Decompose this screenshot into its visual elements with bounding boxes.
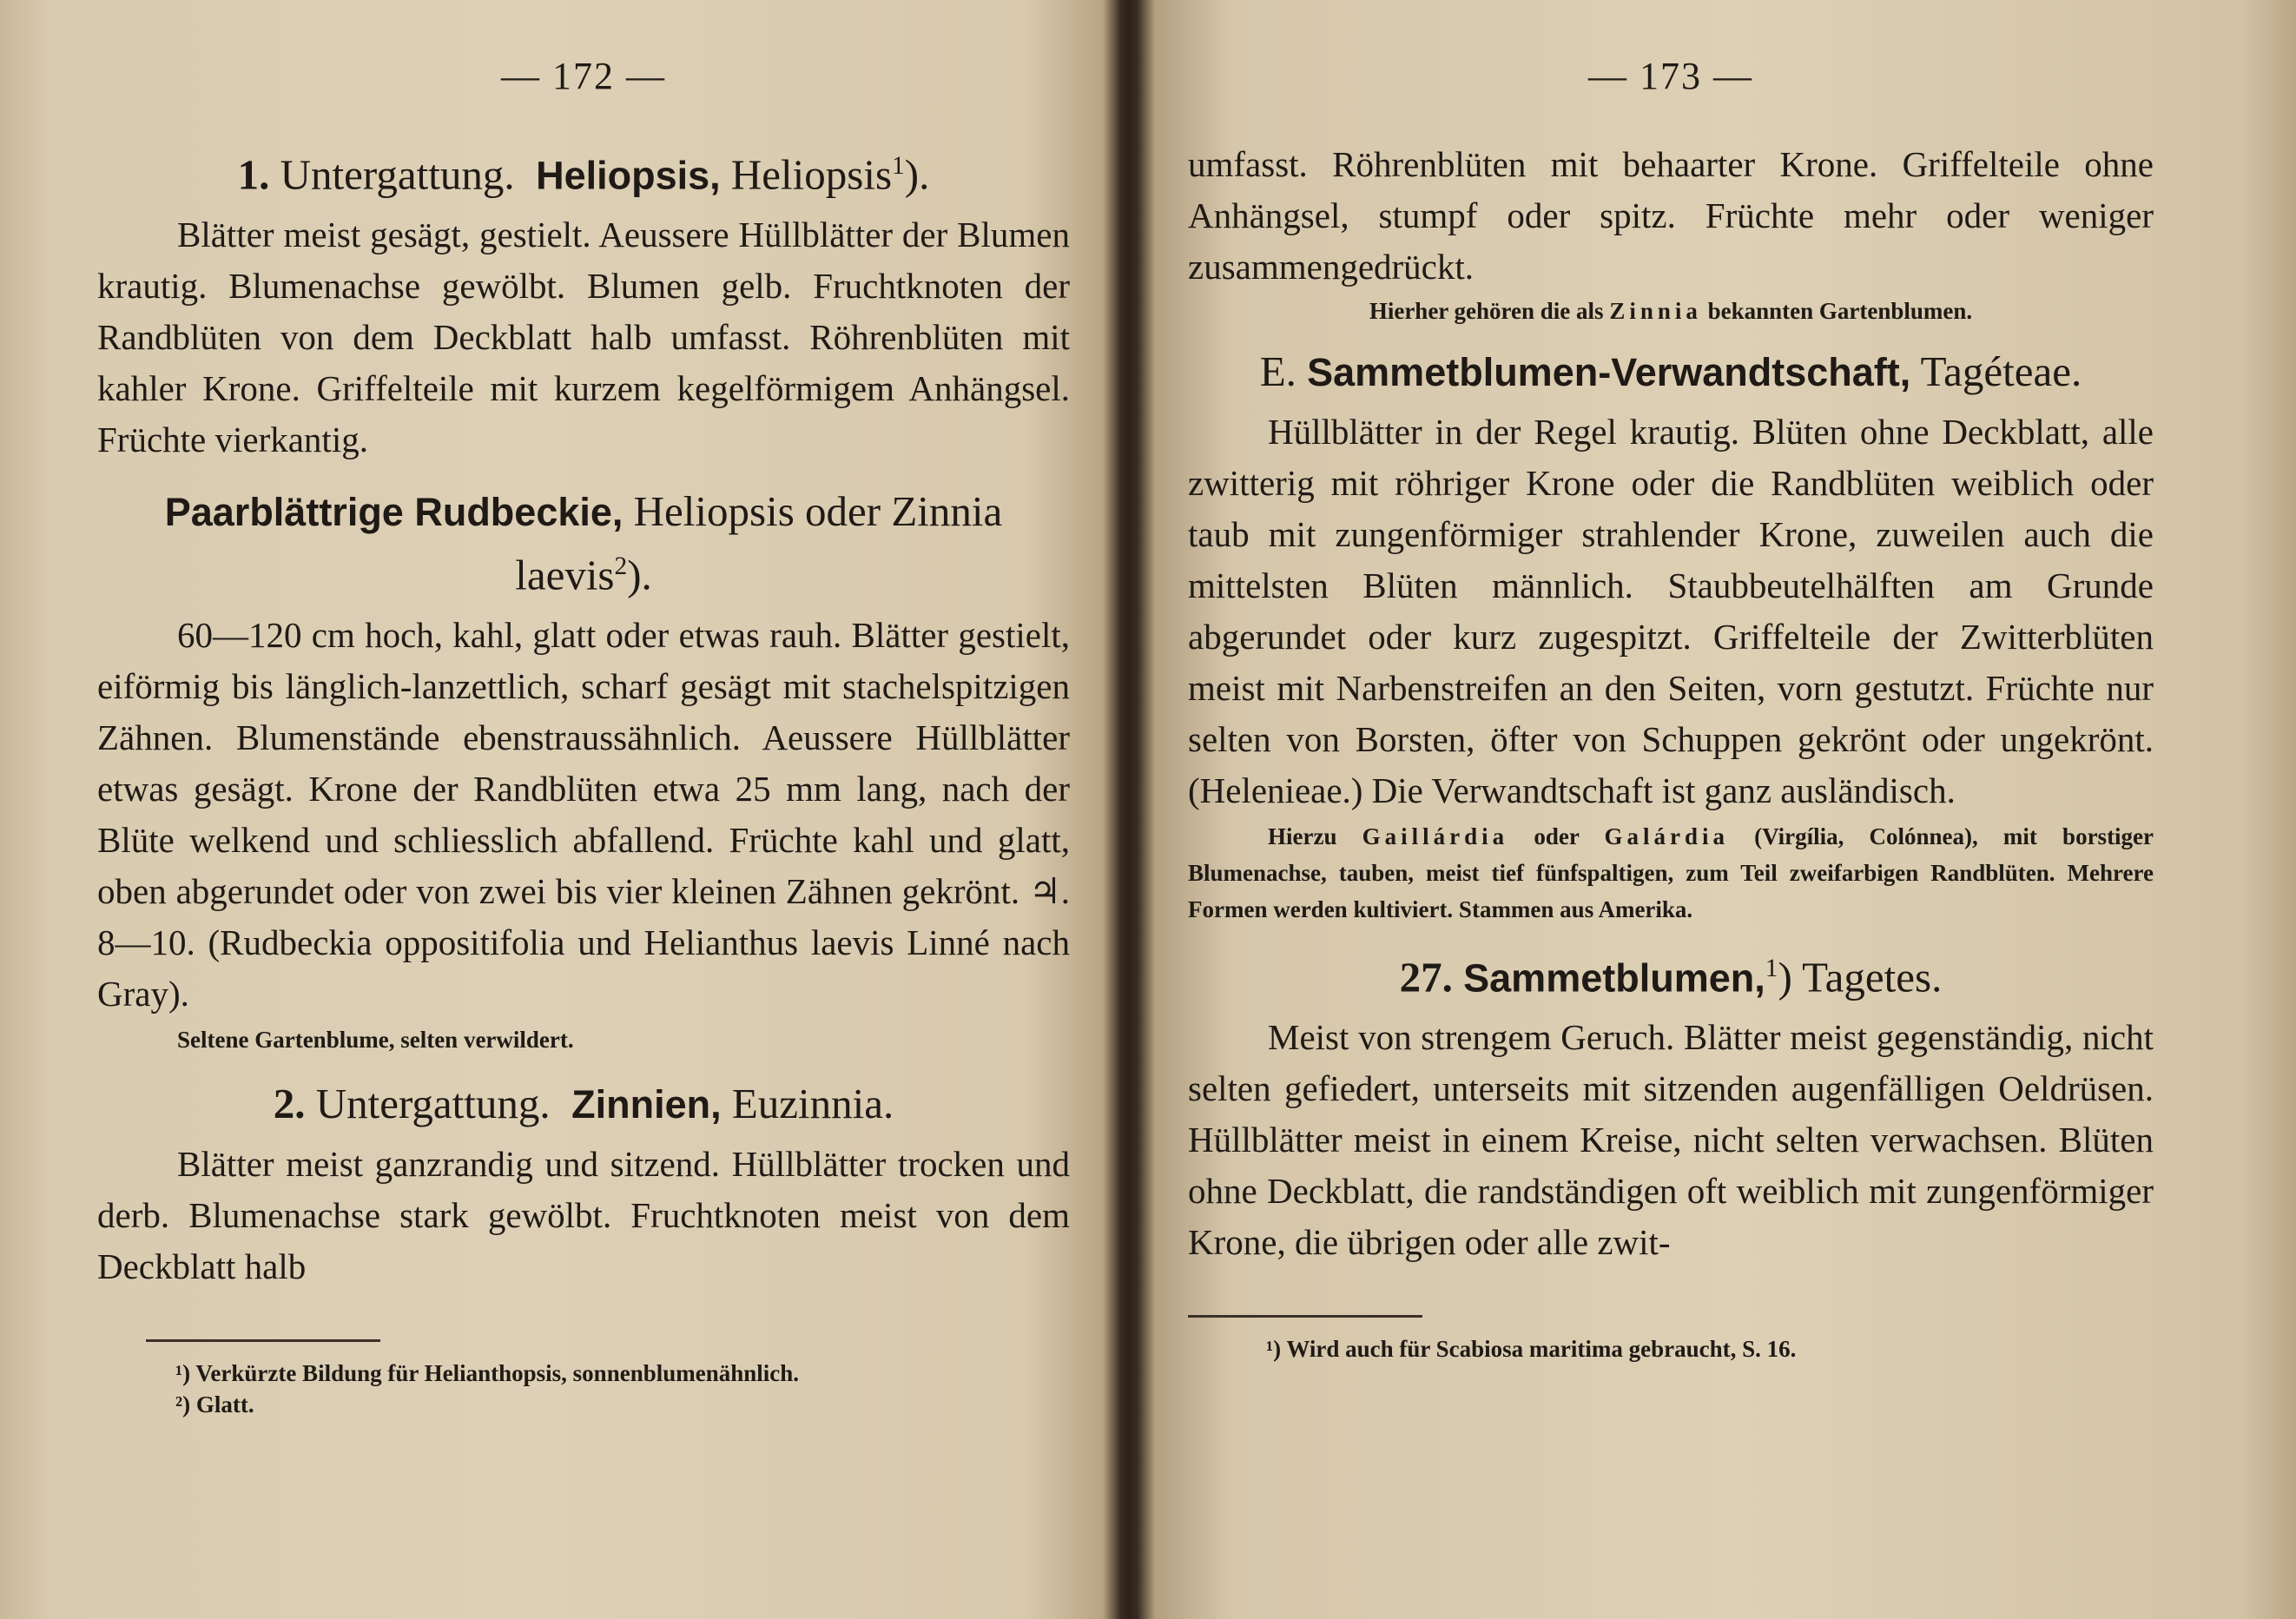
paragraph: Blätter meist gesägt, gestielt. Aeussere Hüllblätter der Blumen krautig. Blumenachse gewölbt. Blumen gelb. Fruchtknoten der Randblüten von dem Deckblatt halb umfasst. Röhrenblüten mit kahler Krone. Griffelteile mit kurzem kegelförmigem Anhängsel. Früchte vierkantig. bbox=[97, 215, 1070, 460]
footnote-marker: 2 bbox=[614, 552, 628, 581]
heading-latin: Heliopsis bbox=[730, 150, 893, 199]
heading-close: ). bbox=[627, 551, 652, 599]
heading-number: E. bbox=[1259, 347, 1296, 395]
note-text: oder bbox=[1534, 823, 1580, 849]
heading-number: 1. bbox=[237, 150, 270, 199]
note-genus: Zinnia bbox=[1609, 298, 1702, 324]
genus-heading-sammetblumen bbox=[1188, 942, 2154, 1005]
note bbox=[1188, 293, 2154, 329]
note-text: Hierzu bbox=[1268, 823, 1337, 849]
heading-number: 2. bbox=[273, 1079, 306, 1127]
note-text: bekannten Gartenblumen. bbox=[1707, 298, 1973, 324]
note-genus: Galárdia bbox=[1604, 823, 1729, 849]
footnote: ²) Glatt. bbox=[175, 1391, 254, 1417]
note bbox=[1188, 818, 2154, 928]
paragraph: Blätter meist ganzrandig und sitzend. Hüllblätter trocken und derb. Blumenachse stark gewölbt. Fruchtknoten meist von dem Deckblatt halb bbox=[97, 1143, 1070, 1286]
page-number: — 173 — bbox=[1588, 55, 1753, 97]
heading-number: 27. bbox=[1399, 953, 1453, 1001]
paragraph: Meist von strengem Geruch. Blätter meist gegenständig, nicht selten gefiedert, unterseits mit sitzenden augenfälligen Oeldrüsen. Hüllblätter meist in einem Kreise, nicht selten verwachsen. Blüten ohne Deckblatt, die randständigen oft weiblich mit zungenförmiger Krone, die übrigen oder alle zwit- bbox=[1188, 1017, 2154, 1263]
page-number: — 172 — bbox=[501, 55, 666, 97]
heading-prefix: Untergattung. bbox=[280, 150, 515, 199]
heading-name: Sammetblumen, bbox=[1463, 955, 1765, 1001]
footnote-marker: 1 bbox=[892, 152, 905, 180]
note-text: Hierher gehören die als bbox=[1369, 298, 1604, 324]
heading-latin: Heliopsis oder Zinnia laevis bbox=[515, 487, 1003, 599]
heading-name: Heliopsis, bbox=[536, 153, 721, 198]
section-heading-sammetblumen-verwandtschaft bbox=[1188, 345, 2154, 400]
paragraph: Hüllblätter in der Regel krautig. Blüten ohne Deckblatt, alle zwitterig mit röhriger Krone oder die Randblüten weiblich oder taub mit zungenförmiger strahlender Krone, zuweilen auch die mittelsten Blüten männlich. Staubbeutelhälften am Grunde abgerundet oder kurz zugespitzt. Griffelteile der Zwitterblüten meist mit Narbenstreifen an den Seiten, vorn gestutzt. Früchte nur selten von Borsten, öfter von Schuppen gekrönt oder ungekrönt. (Helenieae.) Die Verwandtschaft ist ganz ausländisch. bbox=[1188, 412, 2154, 810]
paragraph: umfasst. Röhrenblüten mit behaarter Krone. Griffelteile ohne Anhängsel, stumpf oder spitz. Früchte mehr oder weniger zusammengedrückt. bbox=[1188, 144, 2154, 287]
note-text: (Virgília, Colónnea), mit borstiger Blumenachse, tauben, meist tief fünfspaltigen, zum Teil zweifarbigen Randblüten. Mehrere Formen werden kultiviert. Stammen aus Amerika. bbox=[1188, 823, 2154, 922]
footnote: ¹) Wird auch für Scabiosa maritima gebraucht, S. 16. bbox=[1266, 1336, 1797, 1363]
footnote-rule bbox=[146, 1339, 380, 1342]
heading-name: Sammetblumen-Verwandtschaft, bbox=[1307, 350, 1911, 394]
note-genus: Gaillárdia bbox=[1362, 823, 1509, 849]
heading-prefix: Untergattung. bbox=[315, 1079, 551, 1127]
heading-name: Paarblättrige Rudbeckie, bbox=[164, 490, 623, 535]
heading-latin: Euzinnia. bbox=[731, 1079, 894, 1127]
species-heading-rudbeckie bbox=[97, 485, 1070, 602]
footnote-marker: 1 bbox=[1765, 955, 1778, 982]
footnote-rule bbox=[1188, 1315, 1422, 1318]
heading-close: ) bbox=[1778, 953, 1792, 1001]
footnote: ¹) Verkürzte Bildung für Helianthopsis, sonnenblumenähnlich. bbox=[175, 1359, 800, 1386]
section-heading-heliopsis bbox=[97, 139, 1070, 202]
heading-latin: Tagéteae. bbox=[1920, 347, 2082, 395]
left-page bbox=[97, 0, 1070, 1619]
right-page bbox=[1188, 0, 2154, 1619]
heading-close: ). bbox=[904, 150, 930, 199]
note: Seltene Gartenblume, selten verwildert. bbox=[177, 1026, 574, 1053]
heading-latin: Tagetes. bbox=[1802, 953, 1943, 1001]
paragraph: 60—120 cm hoch, kahl, glatt oder etwas rauh. Blätter gestielt, eiförmig bis länglich-lanzettlich, scharf gesägt mit stachelspitzigen Zähnen. Blumenstände ebenstraussähnlich. Aeussere Hüllblätter etwas gesägt. Krone der Randblüten etwa 25 mm lang, nach der Blüte welkend und schliesslich abfallend. Früchte kahl und glatt, oben abgerundet oder von zwei bis vier kleinen Zähnen gekrönt. ♃. 8—10. (Rudbeckia oppositifolia und Helianthus laevis Linné nach Gray). bbox=[97, 614, 1070, 1014]
heading-name: Zinnien, bbox=[571, 1081, 722, 1127]
section-heading-zinnien bbox=[97, 1077, 1070, 1132]
